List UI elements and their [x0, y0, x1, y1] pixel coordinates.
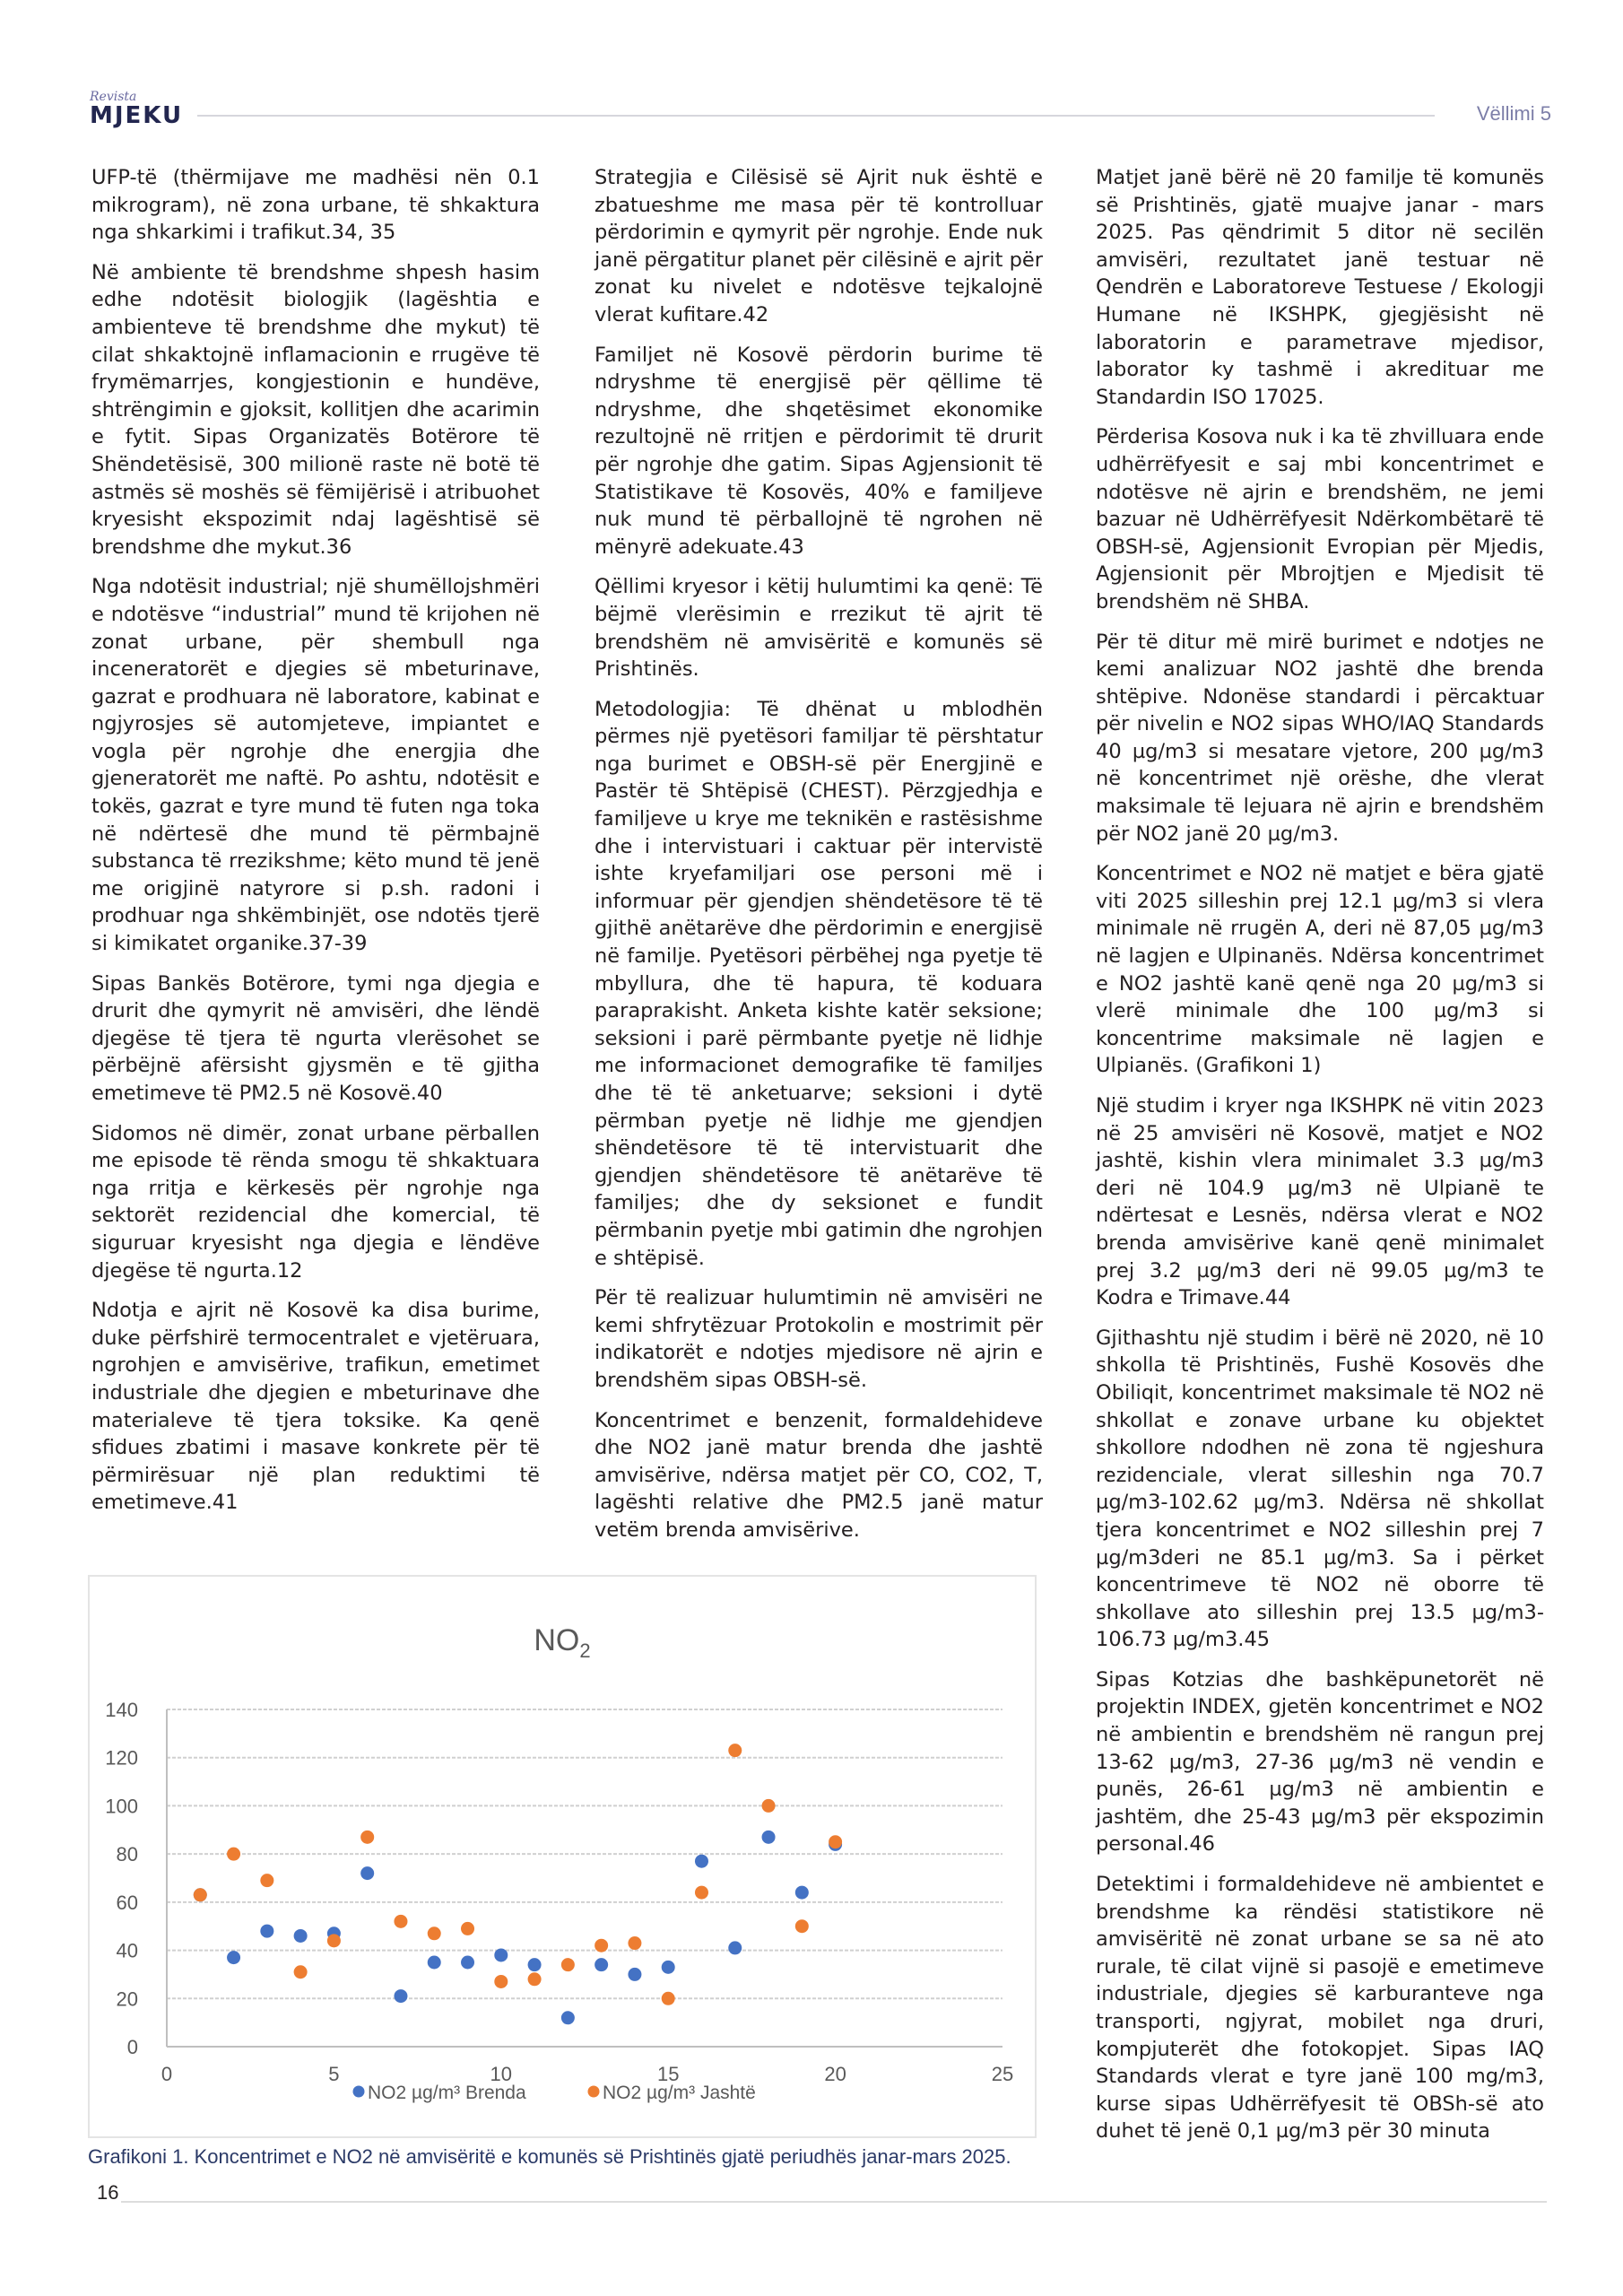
text-column-3	[1096, 164, 1544, 2158]
data-point-jashte	[494, 1975, 508, 1988]
data-point-jashte	[394, 1915, 407, 1928]
paragraph: Matjet janë bërë në 20 familje të komunës së Prishtinës, gjatë muajve janar - mars 2025. Pas qëndrimit 5 ditor në secilën amvisëri, rezultatet janë testuar në Qendrën e Laboratoreve Testuese / Ekologji Humane në IKSHPK, gjegjësisht në laboratorin e parametrave mjedisor, laborator ky tashmë i akredituar me Standardin ISO 17025.	[1096, 166, 1544, 409]
data-point-jashte	[360, 1831, 374, 1844]
data-point-jashte	[294, 1965, 308, 1979]
data-point-jashte	[728, 1744, 742, 1757]
y-tick-label: 140	[105, 1699, 138, 1721]
data-point-jashte	[762, 1799, 776, 1813]
paragraph: Sipas Kotzias dhe bashkëpunetorët në projektin INDEX, gjetën koncentrimet e NO2 në ambientin e brendshëm në rangun prej 13-62 µg/m3, 27-36 µg/m3 në vendin e punës, 26-61 µg/m3 në ambientin e jashtëm, dhe 25-43 µg/m3 për ekspozimin personal.46	[1096, 1667, 1544, 1857]
figure-caption: Grafikoni 1. Koncentrimet e NO2 në amvisëritë e komunës së Prishtinës gjatë periudhës janar-mars 2025.	[88, 2145, 1011, 2168]
page-number: 16	[97, 2181, 119, 2204]
y-tick-label: 120	[105, 1746, 138, 1770]
legend-label-brenda: NO2 µg/m³ Brenda	[368, 2083, 526, 2103]
paragraph: Familjet në Kosovë përdorin burime të ndryshme të energjisë për qëllime të ndryshme, dhe shqetësimet ekonomike rezultojnë në rritjen e përdorimit të drurit për ngrohje dhe gatim. Sipas Agjensionit të Statistikave të Kosovës, 40% e familjeve nuk mund të përballojnë të ngrohen në mënyrë adekuate.43	[595, 343, 1043, 559]
paragraph: Qëllimi kryesor i këtij hulumtimi ka qenë: Të bëjmë vlerësimin e rrezikut të ajrit të brendshëm në amvisëritë e komunës së Prishtinës.	[595, 575, 1043, 682]
data-point-jashte	[227, 1848, 240, 1861]
data-point-brenda	[428, 1956, 441, 1970]
data-point-jashte	[662, 1992, 675, 2005]
header-divider	[197, 115, 1435, 117]
y-tick-label: 40	[116, 1939, 138, 1962]
x-tick-label: 0	[161, 2063, 173, 2085]
x-tick-label: 20	[824, 2063, 846, 2085]
x-tick-label: 25	[991, 2063, 1014, 2085]
data-point-brenda	[260, 1925, 273, 1938]
paragraph: Ndotja e ajrit në Kosovë ka disa burime, duke përfshirë termocentralet e vjetëruara, ngrohjen e amvisërive, trafikun, emetimet industriale dhe djegien e mbeturinave dhe materialeve të tjera toksike. Ka qenë sfidues zbatimi i masave konkrete për të përmirësuar një plan reduktimi të emetimeve.41	[91, 1299, 540, 1515]
data-point-brenda	[695, 1855, 708, 1868]
paragraph: Strategjia e Cilësisë së Ajrit nuk është e zbatueshme me masa për të kontrolluar përdorimin e qymyrit për ngrohje. Ende nuk janë përgatitur planet për cilësinë e ajrit për zonat ku nivelet e ndotësve tejkalojnë vlerat kufitare.42	[595, 166, 1043, 326]
paragraph: Në ambiente të brendshme shpesh hasim edhe ndotësit biologjik (lagështia e ambienteve të brendshme dhe mykut) të cilat shkaktojnë inflamacionin e rrugëve të frymëmarrjes, kongjestionin e hundëve, shtrëngimin e gjoksit, kollitjen dhe acarimin e fytit. Sipas Organizatës Botërore të Shëndetësisë, 300 milionë raste në botë të astmës së moshës së fëmijërisë i atribuohet kryesisht ekspozimit ndaj lagështisë së brendshme dhe mykut.36	[91, 260, 540, 559]
x-tick-label: 15	[656, 2063, 680, 2085]
paragraph: Për të realizuar hulumtimin në amvisëri ne kemi shfrytëzuar Protokolin e mostrimit për indikatorët e ndotjes mjedisore në ajrin e brendshëm sipas OBSH-së.	[595, 1286, 1043, 1392]
y-tick-label: 60	[116, 1891, 138, 1914]
data-point-jashte	[595, 1939, 608, 1952]
data-point-brenda	[795, 1886, 809, 1900]
paragraph: Nga ndotësit industrial; një shumëllojshmëri e ndotësve “industrial” mund të krijohen në zonat urbane, për shembull nga inceneratorët e djegies së mbeturinave, gazrat e prodhuara në laboratore, kabinat e ngjyrosjes së automjeteve, impiantet e vogla për ngrohje dhe energjia dhe gjeneratorët me naftë. Po ashtu, ndotësit e tokës, gazrat e tyre mund të futen nga toka në ndërtesë dhe mund të përmbajnë substanca të rrezikshme; këto mund të jenë me origjinë natyrore si p.sh. radoni i prodhuar nga shkëmbinjët, ose ndotës tjerë si kimikatet organike.37-39	[91, 575, 540, 956]
paragraph: Koncentrimet e NO2 në matjet e bëra gjatë viti 2025 silleshin prej 12.1 µg/m3 si vlera minimale në rrugën A, deri në 87,05 µg/m3 në lagjen e Ulpinanës. Ndërsa koncentrimet e NO2 jashtë kanë qenë nga 20 µg/m3 si vlerë minimale dhe 100 µg/m3 si koncentrime maksimale në lagjen e Ulpianës. (Grafikoni 1)	[1096, 862, 1544, 1078]
y-tick-label: 80	[116, 1843, 138, 1866]
footer-divider	[121, 2201, 1547, 2203]
data-point-brenda	[728, 1941, 742, 1954]
data-point-jashte	[327, 1934, 341, 1947]
logo-title: MJEKU	[90, 102, 184, 129]
chart-title: $NO_2$	[534, 1623, 591, 1662]
data-point-brenda	[461, 1956, 474, 1970]
paragraph: Gjithashtu një studim i bërë në 2020, në 10 shkolla të Prishtinës, Fushë Kosovës dhe Obiliqit, koncentrimet maksimale të NO2 në shkollat e zonave urbane ku objektet shkollore ndodhen në zona të ngjeshura rezidenciale, vlerat silleshin nga 70.7 µg/m3-102.62 µg/m3. Ndërsa në shkollat tjera koncentrimet e NO2 silleshin prej 7 µg/m3deri ne 85.1 µg/m3. Sa i përket koncentrimeve të NO2 në oborre të shkollave ato silleshin prej 13.5 µg/m3-106.73 µg/m3.45	[1096, 1326, 1544, 1652]
data-point-jashte	[561, 1958, 575, 1971]
data-point-brenda	[360, 1866, 374, 1880]
legend-label-jashte: NO2 µg/m³ Jashtë	[603, 2083, 756, 2103]
legend-marker-brenda	[353, 2086, 365, 2098]
x-tick-label: 10	[490, 2063, 513, 2085]
y-tick-label: 100	[105, 1795, 138, 1818]
chart-canvas	[90, 1577, 1035, 2136]
paragraph: UFP-të (thërmijave me madhësi nën 0.1 mikrogram), në zona urbane, të shkaktura nga shkarkimi i trafikut.34, 35	[91, 166, 540, 245]
page-header	[90, 90, 1551, 135]
text-column-2	[595, 164, 1043, 1557]
data-point-brenda	[561, 2011, 575, 2024]
data-point-brenda	[528, 1958, 542, 1971]
data-point-jashte	[528, 1972, 542, 1986]
volume-label: Vëllimi 5	[1476, 102, 1551, 125]
data-point-brenda	[494, 1948, 508, 1961]
paragraph: Metodologjia: Të dhënat u mblodhën përmes një pyetësori familjar të përshtatur nga burimet e OBSH-së për Energjinë e Pastër të Shtëpisë (CHEST). Përzgjedhja e familjeve u krye me teknikën e rastësishme dhe i intervistuari i caktuar për intervistë ishte kryefamiljari ose personi më i informuar për gjendjen shëndetësore të të gjithë anëtarëve dhe përdorimin e energjisë në familje. Pyetësori përbëhej nga pyetje të mbyllura, dhe të hapura, të koduara paraprakisht. Anketa kishte katër seksione; seksioni i parë përmbante pyetje në lidhje me informacionet demografike të familjes dhe të të anketuarve; seksioni i dytë përmban pyetje në lidhje me gjendjen shëndetësore të të intervistuarit dhe gjendjen shëndetësore të anëtarëve të familjes; dhe dy seksionet e fundit përmbanin pyetje mbi gatimin dhe ngrohjen e shtëpisë.	[595, 697, 1043, 1270]
paragraph: Një studim i kryer nga IKSHPK në vitin 2023 në 25 amvisëri në Kosovë, matjet e NO2 jashtë, kishin vlera minimalet 3.3 µg/m3 deri në 104.9 µg/m3 në Ulpianë te ndërtesat e Lesnës, ndërsa vlerat e NO2 brenda amvisërive kanë qenë minimalet prej 3.2 µg/m3 deri në 99.05 µg/m3 te Kodra e Trimave.44	[1096, 1094, 1544, 1310]
data-point-brenda	[595, 1958, 608, 1971]
data-point-jashte	[695, 1886, 708, 1900]
paragraph: Përderisa Kosova nuk i ka të zhvilluara ende udhërrëfyesit e saj mbi koncentrimet e ndotësve në ajrin e brendshëm, ne jemi bazuar në Udhërrëfyesit Ndërkombëtarë të OBSH-së, Agjensionit Evropian për Mjedis, Agjensionit për Mbrojtjen e Mjedisit të brendshëm në SHBA.	[1096, 425, 1544, 613]
data-point-brenda	[762, 1831, 776, 1844]
data-point-jashte	[194, 1888, 207, 1901]
data-point-brenda	[628, 1968, 641, 1981]
data-point-jashte	[461, 1922, 474, 1935]
logo-subtitle: Revista	[90, 90, 137, 104]
data-point-brenda	[662, 1961, 675, 1974]
paragraph: Për të ditur më mirë burimet e ndotjes ne kemi analizuar NO2 jashtë dhe brenda shtëpive. Ndonëse standardi i përcaktuar për nivelin e NO2 sipas WHO/IAQ Standards 40 µg/m3 si mesatare vjetore, 200 µg/m3 në koncentrimet një orëshe, dhe vlerat maksimale të lejuara në ajrin e brendshëm për NO2 janë 20 µg/m3.	[1096, 630, 1544, 846]
no2-scatter-chart	[88, 1575, 1037, 2138]
data-point-brenda	[227, 1951, 240, 1964]
data-point-jashte	[428, 1926, 441, 1940]
x-tick-label: 5	[328, 2063, 340, 2085]
data-point-brenda	[294, 1929, 308, 1943]
text-column-1	[91, 164, 540, 1529]
paragraph: Detektimi i formaldehideve në ambientet e brendshme ka rëndësi statistikore në amvisëritë në zonat urbane se sa në ato rurale, të cilat vijnë si pasojë e emetimeve industriale, djegies së karburanteve nga transporti, ngjyrat, mobilet nga druri, kompjuterët dhe fotokopjet. Sipas IAQ Standards vlerat e tyre janë 100 mg/m3, kurse sipas Udhërrëfyesit të OBSh-së ato duhet të jenë 0,1 µg/m3 për 30 minuta	[1096, 1873, 1544, 2144]
data-point-jashte	[795, 1919, 809, 1933]
paragraph: Sidomos në dimër, zonat urbane përballen me episode të rënda smogu të shkaktuara nga rritja e kërkesës për ngrohje nga sektorët rezidencial dhe komercial, të siguruar kryesisht nga djegia e lëndëve djegëse të ngurta.12	[91, 1121, 540, 1283]
chart-title-subscript: 2	[579, 1639, 591, 1662]
paragraph: Sipas Bankës Botërore, tymi nga djegia e drurit dhe qymyrit në amvisëri, dhe lëndë djegëse të tjera të ngurta vlerësohet se përbëjnë afërsisht gjysmën e të gjitha emetimeve të PM2.5 në Kosovë.40	[91, 971, 540, 1105]
data-point-jashte	[829, 1835, 842, 1848]
y-tick-label: 20	[116, 1987, 138, 2011]
legend-marker-jashte	[588, 2086, 600, 2098]
paragraph: Koncentrimet e benzenit, formaldehideve dhe NO2 janë matur brenda dhe jashtë amvisërive, ndërsa matjet për CO, CO2, T, lagështi relative dhe PM2.5 janë matur vetëm brenda amvisërive.	[595, 1408, 1043, 1542]
data-point-jashte	[260, 1874, 273, 1887]
y-tick-label: 0	[126, 2036, 138, 2058]
data-point-jashte	[628, 1936, 641, 1950]
data-point-brenda	[394, 1989, 407, 2003]
